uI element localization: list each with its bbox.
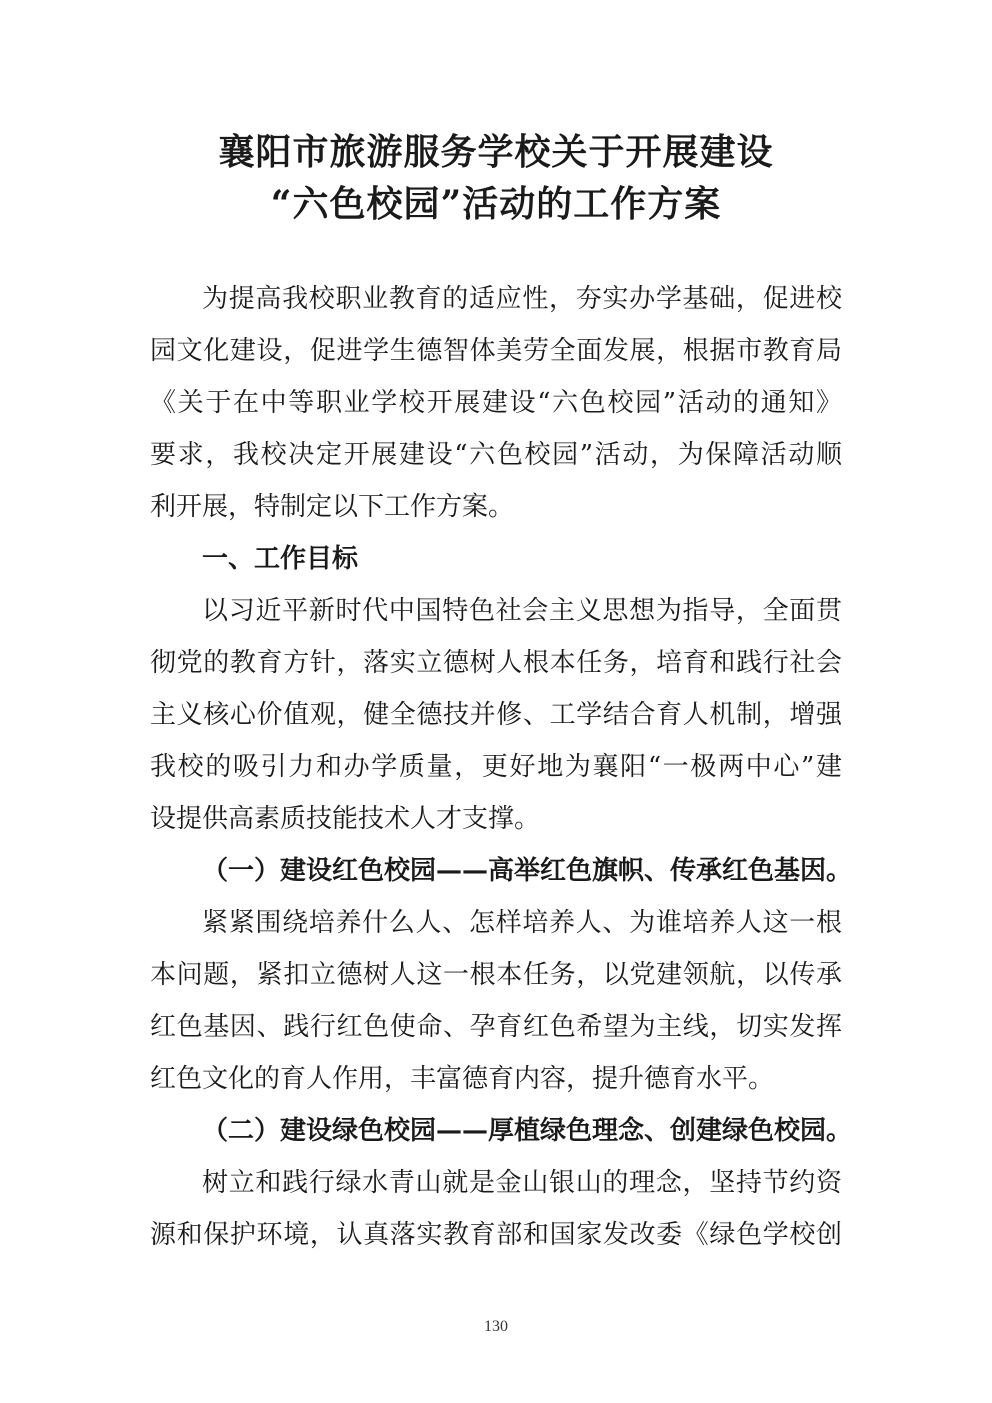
red-campus-line: 紧紧围绕培养什么人、怎样培养人、为谁培养人这一根	[202, 908, 842, 938]
goals-line: 以习近平新时代中国特色社会主义思想为指导，全面贯	[202, 596, 842, 626]
intro-line: 为提高我校职业教育的适应性，夯实办学基础，促进校	[202, 284, 842, 314]
intro-line: 园文化建设，促进学生德智体美劳全面发展，根据市教育局	[150, 336, 842, 366]
goals-line: 主义核心价值观，健全德技并修、工学结合育人机制，增强	[150, 700, 842, 730]
red-campus-line: 红色文化的育人作用，丰富德育内容，提升德育水平。	[150, 1064, 775, 1094]
intro-line: 《关于在中等职业学校开展建设“六色校园”活动的通知》	[150, 388, 842, 418]
goals-line: 我校的吸引力和办学质量，更好地为襄阳“一极两中心”建	[150, 752, 842, 782]
page-number: 130	[484, 1318, 508, 1335]
green-campus-line: 树立和践行绿水青山就是金山银山的理念，坚持节约资	[202, 1168, 842, 1198]
intro-line: 要求，我校决定开展建设“六色校园”活动，为保障活动顺	[150, 440, 842, 470]
red-campus-line: 本问题，紧扣立德树人这一根本任务，以党建领航，以传承	[150, 960, 842, 990]
goals-line: 设提供高素质技能技术人才支撑。	[150, 804, 541, 834]
intro-line: 利开展，特制定以下工作方案。	[150, 492, 515, 522]
green-campus-line: 源和保护环境，认真落实教育部和国家发改委《绿色学校创	[150, 1220, 842, 1250]
section-heading-goals: 一、工作目标	[202, 544, 359, 574]
red-campus-line: 红色基因、践行红色使命、孕育红色希望为主线，切实发挥	[150, 1012, 842, 1042]
subsection-heading-red-campus: （一）建设红色校园——高举红色旗帜、传承红色基因。	[202, 856, 853, 886]
document-title-line-2: “六色校园”活动的工作方案	[270, 183, 722, 225]
document-title-line-1: 襄阳市旅游服务学校关于开展建设	[218, 131, 774, 173]
subsection-heading-green-campus: （二）建设绿色校园——厚植绿色理念、创建绿色校园。	[202, 1116, 853, 1146]
goals-line: 彻党的教育方针，落实立德树人根本任务，培育和践行社会	[150, 648, 842, 678]
